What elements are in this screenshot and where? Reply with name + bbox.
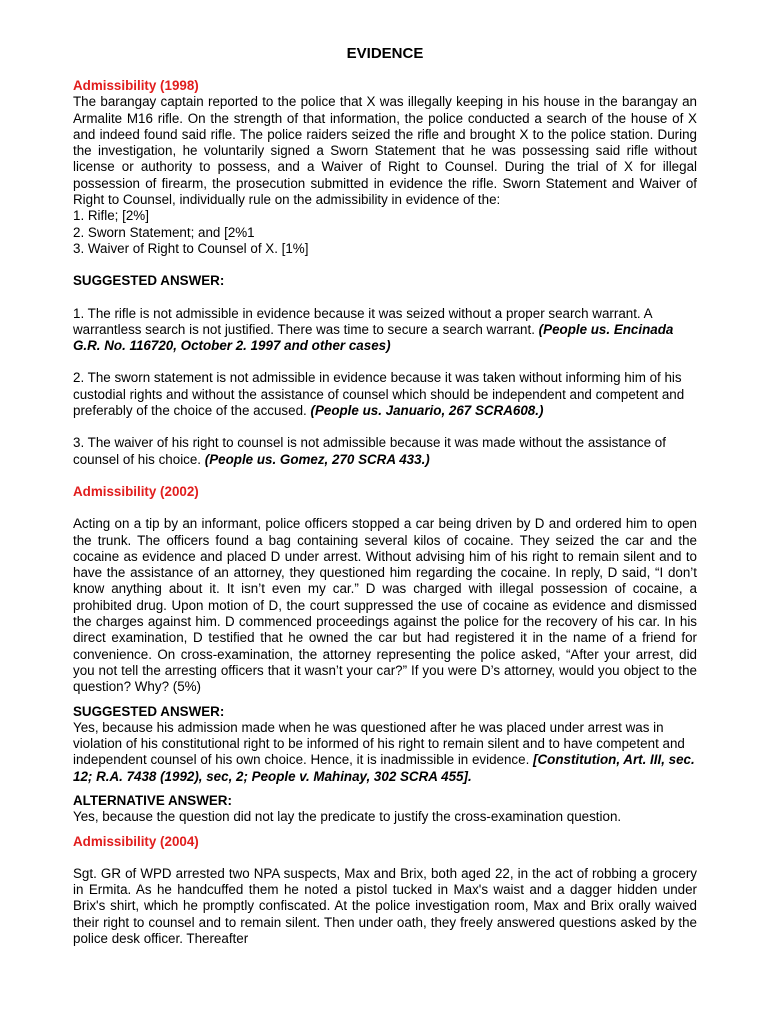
list-item: 3. Waiver of Right to Counsel of X. [1%]: [73, 240, 309, 256]
answer-text: 2. The sworn statement is not admissible in evidence because it was taken without informing him of his custodial rights and without the assistance of counsel which should be independent and competent and preferably of the choice of the accused.: [73, 370, 685, 419]
question-items: [73, 208, 697, 257]
section-heading-2002: Admissibility (2002): [73, 483, 199, 499]
answer-paragraph: [73, 720, 697, 785]
answer-text: 1. The rifle is not admissible in evidence because it was seized without a proper search warrant. A warrantless search is not justified. There was time to secure a search warrant.: [73, 305, 652, 337]
answer-paragraph: [73, 435, 697, 468]
question-2002: Acting on a tip by an informant, police officers stopped a car being driven by D and ordered him to open the trunk. The officers found a bag containing several kilos of cocaine. They seized the car and the cocaine as evidence and placed D under arrest. Without advising him of his right to remain silent and to have the assistance of an attorney, they questioned him regarding the cocaine. In reply, D said, “I don’t know anything about it. It isn’t even my car.” D was charged with illegal possession of cocaine, a prohibited drug. Upon motion of D, the court suppressed the use of cocaine as evidence and dismissed the charges against him. D commenced proceedings against the police for the recovery of his car. In his direct examination, D testified that he owned the car but had registered it in the name of a friend for convenience. On cross-examination, the attorney representing the police asked, “After your arrest, did you not tell the arresting officers that it wasn’t your car?” If you were D’s attorney, would you object to the question? Why? (5%): [73, 516, 697, 695]
suggested-answer-label: SUGGESTED ANSWER:: [73, 273, 225, 289]
alternative-answer-text: Yes, because the question did not lay the predicate to justify the cross-examination question.: [73, 809, 622, 825]
answer-paragraph: [73, 370, 697, 419]
section-heading-2004: Admissibility (2004): [73, 833, 199, 849]
case-citation: (People us. Encinada G.R. No. 116720, October 2. 1997 and other cases): [73, 321, 674, 354]
case-citation: [Constitution, Art. III, sec. 12; R.A. 7438 (1992), sec, 2; People v. Mahinay, 302 SCRA 455].: [73, 752, 695, 784]
document-title: EVIDENCE: [346, 45, 424, 62]
case-citation: (People us. Gomez, 270 SCRA 433.): [204, 451, 430, 467]
alternative-answer-label: ALTERNATIVE ANSWER:: [73, 792, 232, 808]
answer-text: Yes, because his admission made when he was questioned after he was placed under arrest was in violation of his constitutional right to be informed of his right to remain silent and to have competent and independent counsel of his own choice. Hence, it is inadmissible in evidence.: [73, 719, 685, 768]
case-citation: (People us. Januario, 267 SCRA608.): [310, 403, 544, 419]
document-page: [73, 44, 697, 947]
answer-text: 3. The waiver of his right to counsel is not admissible because it was made without the assistance of counsel of his choice.: [73, 435, 666, 467]
question-1998: The barangay captain reported to the police that X was illegally keeping in his house in the barangay an Armalite M16 rifle. On the strength of that information, the police conducted a search of the house of X and indeed found said rifle. The police raiders seized the rifle and brought X to the police station. During the investigation, he voluntarily signed a Sworn Statement that he was possessing said rifle without license or authority to possess, and a Waiver of Right to Counsel. During the trial of X for illegal possession of firearm, the prosecution submitted in evidence the rifle. Sworn Statement and Waiver of Right to Counsel, individually rule on the admissibility in evidence of the:: [73, 94, 697, 208]
question-2004: Sgt. GR of WPD arrested two NPA suspects, Max and Brix, both aged 22, in the act of robbing a grocery in Ermita. As he handcuffed them he noted a pistol tucked in Max's waist and a dagger hidden under Brix's shirt, which he promptly confiscated. At the police investigation room, Max and Brix orally waived their right to counsel and to remain silent. Then under oath, they freely answered questions asked by the police desk officer. Thereafter: [73, 865, 697, 947]
list-item: 1. Rifle; [2%]: [73, 208, 149, 224]
suggested-answer-label: SUGGESTED ANSWER:: [73, 703, 225, 719]
section-heading-1998: Admissibility (1998): [73, 78, 199, 93]
list-item: 2. Sworn Statement; and [2%1: [73, 224, 255, 240]
answer-paragraph: [73, 306, 697, 355]
